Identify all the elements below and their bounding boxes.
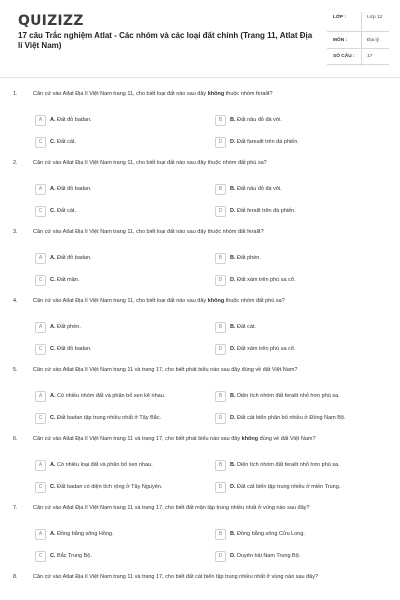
option-text [230, 277, 295, 283]
subject-value: Địa lý [367, 38, 379, 43]
question-stem-text: Căn cứ vào Atlat Địa lí Việt Nam trang 11 và trang 17, cho biết đất cát biển tập trung nhiều nhất ở vùng nào sau đây? [33, 574, 319, 580]
question-stem-text: đúng về đất Việt Nam? [258, 436, 316, 442]
quizizz-logo: QUIZIZZ [18, 13, 84, 29]
option-label: Đất mặn. [55, 277, 80, 283]
option-key: B. [230, 393, 236, 399]
question-number: 8. [13, 574, 18, 580]
option-letter-box: C [35, 344, 46, 355]
option-text [50, 277, 79, 283]
option-text [230, 139, 299, 145]
question-stem-emphasis: không [207, 91, 225, 97]
option-key: D. [230, 139, 236, 145]
option-text [50, 415, 161, 421]
option-text [50, 462, 153, 468]
question-stem-text: Căn cứ vào Atlat Địa lí Việt Nam trang 11, cho biết loại đất nào sau đây thuộc nhóm đất phù sa? [33, 160, 267, 166]
question-stem-text: Căn cứ vào Atlat Địa lí Việt Nam trang 11 và trang 17, cho biết đất mặn tập trung nhiều nhất ở vùng nào sau đây? [33, 505, 310, 511]
question-stem-emphasis: không [207, 298, 225, 304]
option-label: Đất đỏ badan. [55, 346, 92, 352]
option-text [230, 255, 261, 261]
option-letter-box: B [215, 460, 226, 471]
option-label: Đất cát. [55, 208, 76, 214]
option-key: D. [230, 415, 236, 421]
count-value: 17 [367, 54, 373, 59]
option-text [50, 553, 92, 559]
answer-option-d[interactable] [215, 413, 395, 425]
question-stem-text: Căn cứ vào Atlat Địa lí Việt Nam trang 11 và trang 17, cho biết phát biểu nào sau đây đúng về đất Việt Nam? [33, 367, 298, 373]
answer-option-a[interactable] [35, 253, 215, 265]
count-label: SỐ CÂU : [333, 54, 355, 59]
option-text [50, 531, 114, 537]
option-key: B. [230, 324, 236, 330]
option-key: A. [50, 255, 56, 261]
option-key: A. [50, 393, 56, 399]
option-label: Đất nâu đỏ đá vôi. [235, 186, 282, 192]
question-number: 3. [13, 229, 18, 235]
option-letter-box: A [35, 253, 46, 264]
question-stem [33, 436, 358, 443]
option-letter-box: D [215, 275, 226, 286]
question-number: 4. [13, 298, 18, 304]
subject-label: MÔN : [333, 38, 348, 43]
option-letter-box: A [35, 184, 46, 195]
option-letter-box: C [35, 551, 46, 562]
answer-option-c[interactable] [35, 206, 215, 218]
question-number: 1. [13, 91, 18, 97]
option-letter-box: A [35, 460, 46, 471]
question-number: 6. [13, 436, 18, 442]
option-label: Đất cát. [55, 139, 76, 145]
option-label: Đất xám trên phù sa cổ. [235, 346, 296, 352]
meta-subject-row [327, 35, 389, 49]
option-text [230, 531, 305, 537]
answer-option-a[interactable] [35, 529, 215, 541]
answer-option-b[interactable] [215, 184, 395, 196]
option-label: Đất phèn. [235, 255, 261, 261]
answer-option-d[interactable] [215, 482, 395, 494]
option-letter-box: D [215, 482, 226, 493]
answer-option-b[interactable] [215, 460, 395, 472]
option-letter-box: D [215, 551, 226, 562]
answer-option-b[interactable] [215, 322, 395, 334]
option-text [230, 324, 256, 330]
option-label: Đất badan tập trung nhiều nhất ở Tây Bắc. [55, 415, 162, 421]
answer-option-a[interactable] [35, 115, 215, 127]
option-letter-box: B [215, 115, 226, 126]
option-label: Đất đỏ badan. [55, 117, 92, 123]
option-key: D. [230, 277, 236, 283]
option-text [50, 255, 92, 261]
option-text [230, 484, 340, 490]
option-letter-box: C [35, 275, 46, 286]
option-label: Bắc Trung Bộ. [55, 553, 92, 559]
option-key: B. [230, 186, 236, 192]
answer-option-b[interactable] [215, 115, 395, 127]
option-key: D. [230, 346, 236, 352]
question-item [0, 568, 400, 600]
option-letter-box: B [215, 184, 226, 195]
answer-option-a[interactable] [35, 184, 215, 196]
option-text [230, 346, 295, 352]
option-letter-box: B [215, 529, 226, 540]
option-label: Đất cát biển phân bố nhiều ở Đồng Nam Bộ. [235, 415, 346, 421]
option-letter-box: C [35, 482, 46, 493]
option-key: A. [50, 462, 56, 468]
question-number: 7. [13, 505, 18, 511]
option-text [230, 117, 282, 123]
question-stem-emphasis: không [241, 436, 259, 442]
option-key: C. [50, 208, 56, 214]
option-letter-box: C [35, 206, 46, 217]
option-letter-box: D [215, 206, 226, 217]
question-stem [33, 367, 358, 374]
answer-option-d[interactable] [215, 137, 395, 149]
option-key: A. [50, 117, 56, 123]
option-key: B. [230, 255, 236, 261]
option-key: B. [230, 531, 236, 537]
question-stem-text: Căn cứ vào Atlat Địa lí Việt Nam trang 11 và trang 17, cho biết phát biểu nào sau đây [33, 436, 242, 442]
grade-label: LỚP : [333, 15, 347, 20]
option-key: C. [50, 346, 56, 352]
question-stem-text: Căn cứ vào Atlat Địa lí Việt Nam trang 11, cho biết loại đất nào sau đây thuộc nhóm đất feralit? [33, 229, 264, 235]
answer-option-c[interactable] [35, 482, 215, 494]
option-letter-box: B [215, 391, 226, 402]
option-label: Đồng bằng sông Cửu Long. [235, 531, 305, 537]
question-item [0, 430, 400, 499]
answer-option-c[interactable] [35, 413, 215, 425]
question-item [0, 499, 400, 568]
answer-option-d[interactable] [215, 551, 395, 563]
question-item [0, 154, 400, 223]
option-key: A. [50, 531, 56, 537]
option-letter-box: A [35, 391, 46, 402]
question-stem [33, 91, 358, 98]
answer-option-d[interactable] [215, 206, 395, 218]
answer-option-a[interactable] [35, 322, 215, 334]
option-key: C. [50, 484, 56, 490]
option-text [50, 346, 92, 352]
option-label: Đồng bằng sông Hồng. [55, 531, 114, 537]
option-text [230, 462, 340, 468]
question-list [0, 85, 400, 600]
option-label: Đất đỏ badan. [55, 186, 92, 192]
question-item [0, 85, 400, 154]
option-key: A. [50, 186, 56, 192]
header-divider [0, 77, 400, 78]
question-stem [33, 505, 358, 512]
question-number: 2. [13, 160, 18, 166]
option-letter-box: A [35, 529, 46, 540]
option-key: D. [230, 553, 236, 559]
option-letter-box: A [35, 115, 46, 126]
question-stem-text: thuộc nhóm đất phù sa? [224, 298, 285, 304]
meta-grade-row [327, 12, 389, 32]
option-key: C. [50, 415, 56, 421]
option-key: D. [230, 208, 236, 214]
option-letter-box: B [215, 322, 226, 333]
option-label: Diện tích nhóm đất feralit nhỏ hơn phù sa. [235, 393, 340, 399]
answer-option-c[interactable] [35, 344, 215, 356]
option-letter-box: D [215, 344, 226, 355]
question-stem-text: Căn cứ vào Atlat Địa lí Việt Nam trang 11, cho biết loại đất nào sau đây [33, 298, 208, 304]
worksheet-header [0, 0, 400, 72]
option-label: Đất fareailt trên đá phiến. [235, 139, 299, 145]
option-key: B. [230, 462, 236, 468]
option-text [230, 186, 282, 192]
option-label: Có nhiều nhóm đất và phân bố xen kẽ nhau. [55, 393, 166, 399]
option-label: Đất phèn. [55, 324, 81, 330]
option-label: Duyên hải Nam Trung Bộ. [235, 553, 301, 559]
answer-option-c[interactable] [35, 275, 215, 287]
option-label: Đất cát. [235, 324, 256, 330]
option-text [50, 484, 162, 490]
option-letter-box: D [215, 413, 226, 424]
question-number: 5. [13, 367, 18, 373]
option-label: Đất cát biển tập trung nhiều ở miền Trung. [235, 484, 341, 490]
question-item [0, 223, 400, 292]
answer-option-a[interactable] [35, 391, 215, 403]
answer-option-b[interactable] [215, 253, 395, 265]
answer-option-d[interactable] [215, 344, 395, 356]
answer-option-b[interactable] [215, 391, 395, 403]
option-label: Có nhiều loại đất và phân bố xen nhau. [55, 462, 153, 468]
question-item [0, 361, 400, 430]
option-key: C. [50, 553, 56, 559]
question-stem-text: thuộc nhóm feralit? [224, 91, 273, 97]
option-label: Đất đỏ badan. [55, 255, 92, 261]
option-key: C. [50, 277, 56, 283]
grade-value: Lớp 12 [367, 15, 383, 20]
option-text [230, 208, 296, 214]
option-letter-box: B [215, 253, 226, 264]
meta-count-row [327, 51, 389, 65]
option-key: C. [50, 139, 56, 145]
option-label: Đất xám trên phù sa cổ. [235, 277, 296, 283]
page-title: 17 câu Trắc nghiệm Atlat - Các nhóm và các loại đất chính (Trang 11, Atlat Địa lí Việt Nam) [18, 31, 313, 50]
question-stem [33, 160, 358, 167]
answer-option-c[interactable] [35, 551, 215, 563]
option-key: B. [230, 117, 236, 123]
option-letter-box: D [215, 137, 226, 148]
option-key: D. [230, 484, 236, 490]
option-label: Đất badan có diện tích rộng ở Tây Nguyên. [55, 484, 163, 490]
option-text [50, 117, 92, 123]
option-label: Diện tích nhóm đất feralit nhỏ hơn phù sa. [235, 462, 340, 468]
question-item [0, 292, 400, 361]
question-stem-text: Căn cứ vào Atlat Địa lí Việt Nam trang 11, cho biết loại đất nào sau đây [33, 91, 208, 97]
option-text [230, 415, 346, 421]
option-text [50, 139, 76, 145]
option-text [50, 324, 81, 330]
meta-table [327, 12, 389, 68]
question-stem [33, 229, 358, 236]
option-text [50, 186, 92, 192]
option-letter-box: A [35, 322, 46, 333]
option-key: A. [50, 324, 56, 330]
option-text [230, 393, 340, 399]
answer-option-c[interactable] [35, 137, 215, 149]
answer-option-d[interactable] [215, 275, 395, 287]
answer-option-a[interactable] [35, 460, 215, 472]
option-letter-box: C [35, 413, 46, 424]
question-stem [33, 298, 358, 305]
question-stem [33, 574, 358, 581]
answer-option-b[interactable] [215, 529, 395, 541]
option-text [50, 393, 165, 399]
option-label: Đất feralit trên đá phiến. [235, 208, 296, 214]
option-text [50, 208, 76, 214]
option-label: Đất nâu đỏ đá vôi. [235, 117, 282, 123]
option-letter-box: C [35, 137, 46, 148]
option-text [230, 553, 300, 559]
